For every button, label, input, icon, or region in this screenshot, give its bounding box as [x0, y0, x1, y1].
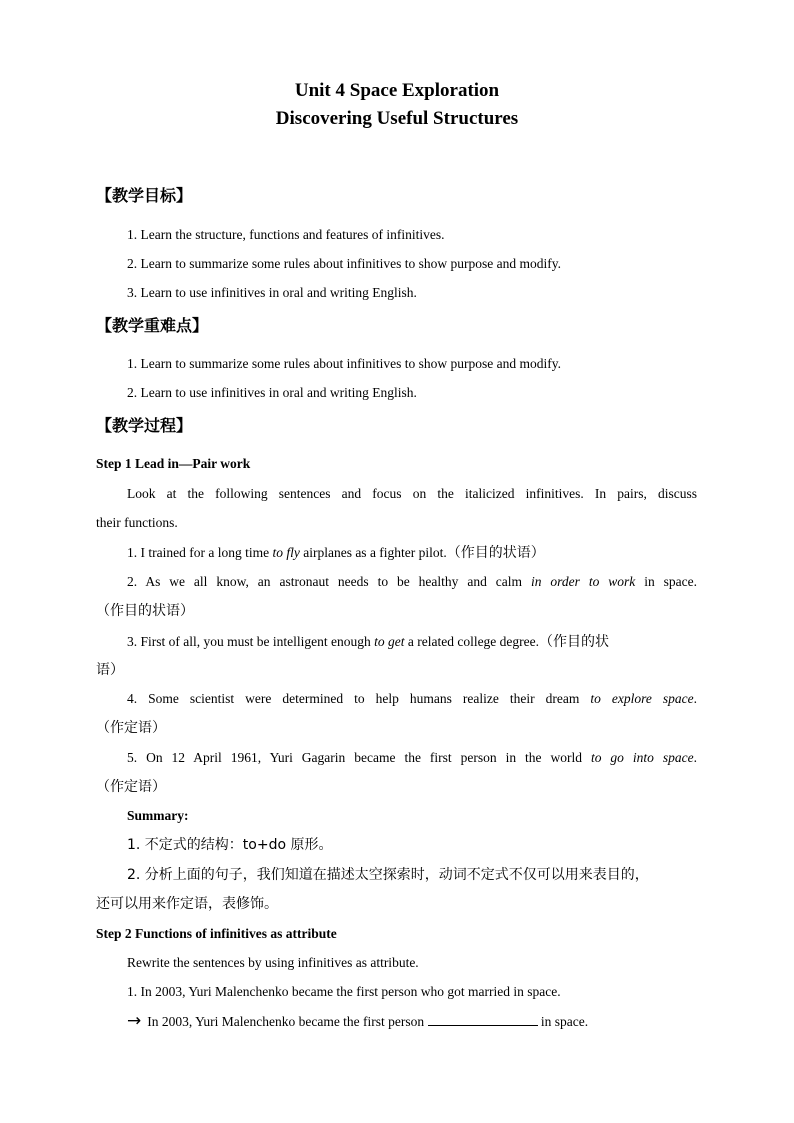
sentence-1-pre: 1. I trained for a long time	[127, 545, 273, 560]
answer-1-pre: In 2003, Yuri Malenchenko became the first person	[147, 1014, 428, 1029]
sentence-5-pre: 5. On 12 April 1961, Yuri Gagarin became the first person in the world	[127, 750, 591, 765]
sentence-1	[127, 542, 545, 562]
sentence-3-post: a related college degree.	[404, 634, 540, 649]
arrow-right-icon: →	[127, 1011, 142, 1031]
sentence-1-note: （作目的状语）	[446, 545, 545, 561]
question-1: 1. In 2003, Yuri Malenchenko became the first person who got married in space.	[127, 984, 561, 999]
summary-label: Summary:	[127, 808, 189, 823]
sentence-5	[127, 750, 697, 766]
section-objectives: 【教学目标】	[96, 186, 193, 205]
objective-1: 1. Learn the structure, functions and features of infinitives.	[127, 227, 445, 242]
answer-1	[127, 1011, 588, 1031]
step1-heading: Step 1 Lead in—Pair work	[96, 456, 251, 471]
sentence-5-post: .	[693, 750, 697, 765]
step2-heading: Step 2 Functions of infinitives as attribute	[96, 926, 337, 941]
step1-intro-line-1: Look at the following sentences and focus on the italicized infinitives. In pairs, discuss	[127, 486, 697, 501]
key-point-2: 2. Learn to use infinitives in oral and writing English.	[127, 385, 417, 400]
summary-3: 还可以用来作定语，表修饰。	[96, 896, 278, 912]
summary-2: 2. 分析上面的句子，我们知道在描述太空探索时，动词不定式不仅可以用来表目的，	[127, 867, 649, 883]
sentence-3-note-cont: 语）	[96, 662, 124, 678]
key-point-1: 1. Learn to summarize some rules about infinitives to show purpose and modify.	[127, 356, 562, 371]
sentence-4-post: .	[693, 691, 698, 706]
answer-1-blank[interactable]	[428, 1013, 538, 1026]
sentence-2-note: （作目的状语）	[96, 603, 194, 619]
sentence-1-post: airplanes as a fighter pilot.	[299, 545, 447, 560]
sentence-2-post: in space.	[635, 574, 697, 589]
summary-1: 1. 不定式的结构：to+do 原形。	[127, 837, 333, 853]
sentence-3	[127, 631, 609, 651]
objective-3: 3. Learn to use infinitives in oral and writing English.	[127, 285, 417, 300]
section-key-points: 【教学重难点】	[96, 316, 209, 335]
sentence-5-infinitive: to go into space	[590, 750, 694, 765]
sentence-1-infinitive: to fly	[272, 545, 300, 560]
section-process: 【教学过程】	[96, 416, 193, 435]
sentence-2-pre: 2. As we all know, an astronaut needs to be healthy and calm	[127, 574, 531, 589]
step1-intro-line-2: their functions.	[96, 515, 178, 530]
sentence-4-infinitive: to explore space	[590, 691, 694, 706]
sentence-2	[127, 574, 697, 590]
sentence-3-infinitive: to get	[374, 634, 405, 649]
answer-1-post: in space.	[537, 1014, 589, 1029]
objective-2: 2. Learn to summarize some rules about infinitives to show purpose and modify.	[127, 256, 562, 271]
title-line-1: Unit 4 Space Exploration	[294, 80, 500, 101]
title-line-2: Discovering Useful Structures	[275, 108, 519, 129]
sentence-4	[127, 691, 697, 707]
sentence-2-infinitive: in order to work	[530, 574, 636, 589]
step2-intro: Rewrite the sentences by using infinitives as attribute.	[127, 955, 419, 970]
sentence-3-pre: 3. First of all, you must be intelligent enough	[127, 634, 375, 649]
sentence-4-pre: 4. Some scientist were determined to help humans realize their dream	[127, 691, 591, 706]
sentence-4-note: （作定语）	[96, 720, 166, 736]
sentence-5-note: （作定语）	[96, 779, 166, 795]
sentence-3-note: （作目的状	[539, 634, 610, 650]
